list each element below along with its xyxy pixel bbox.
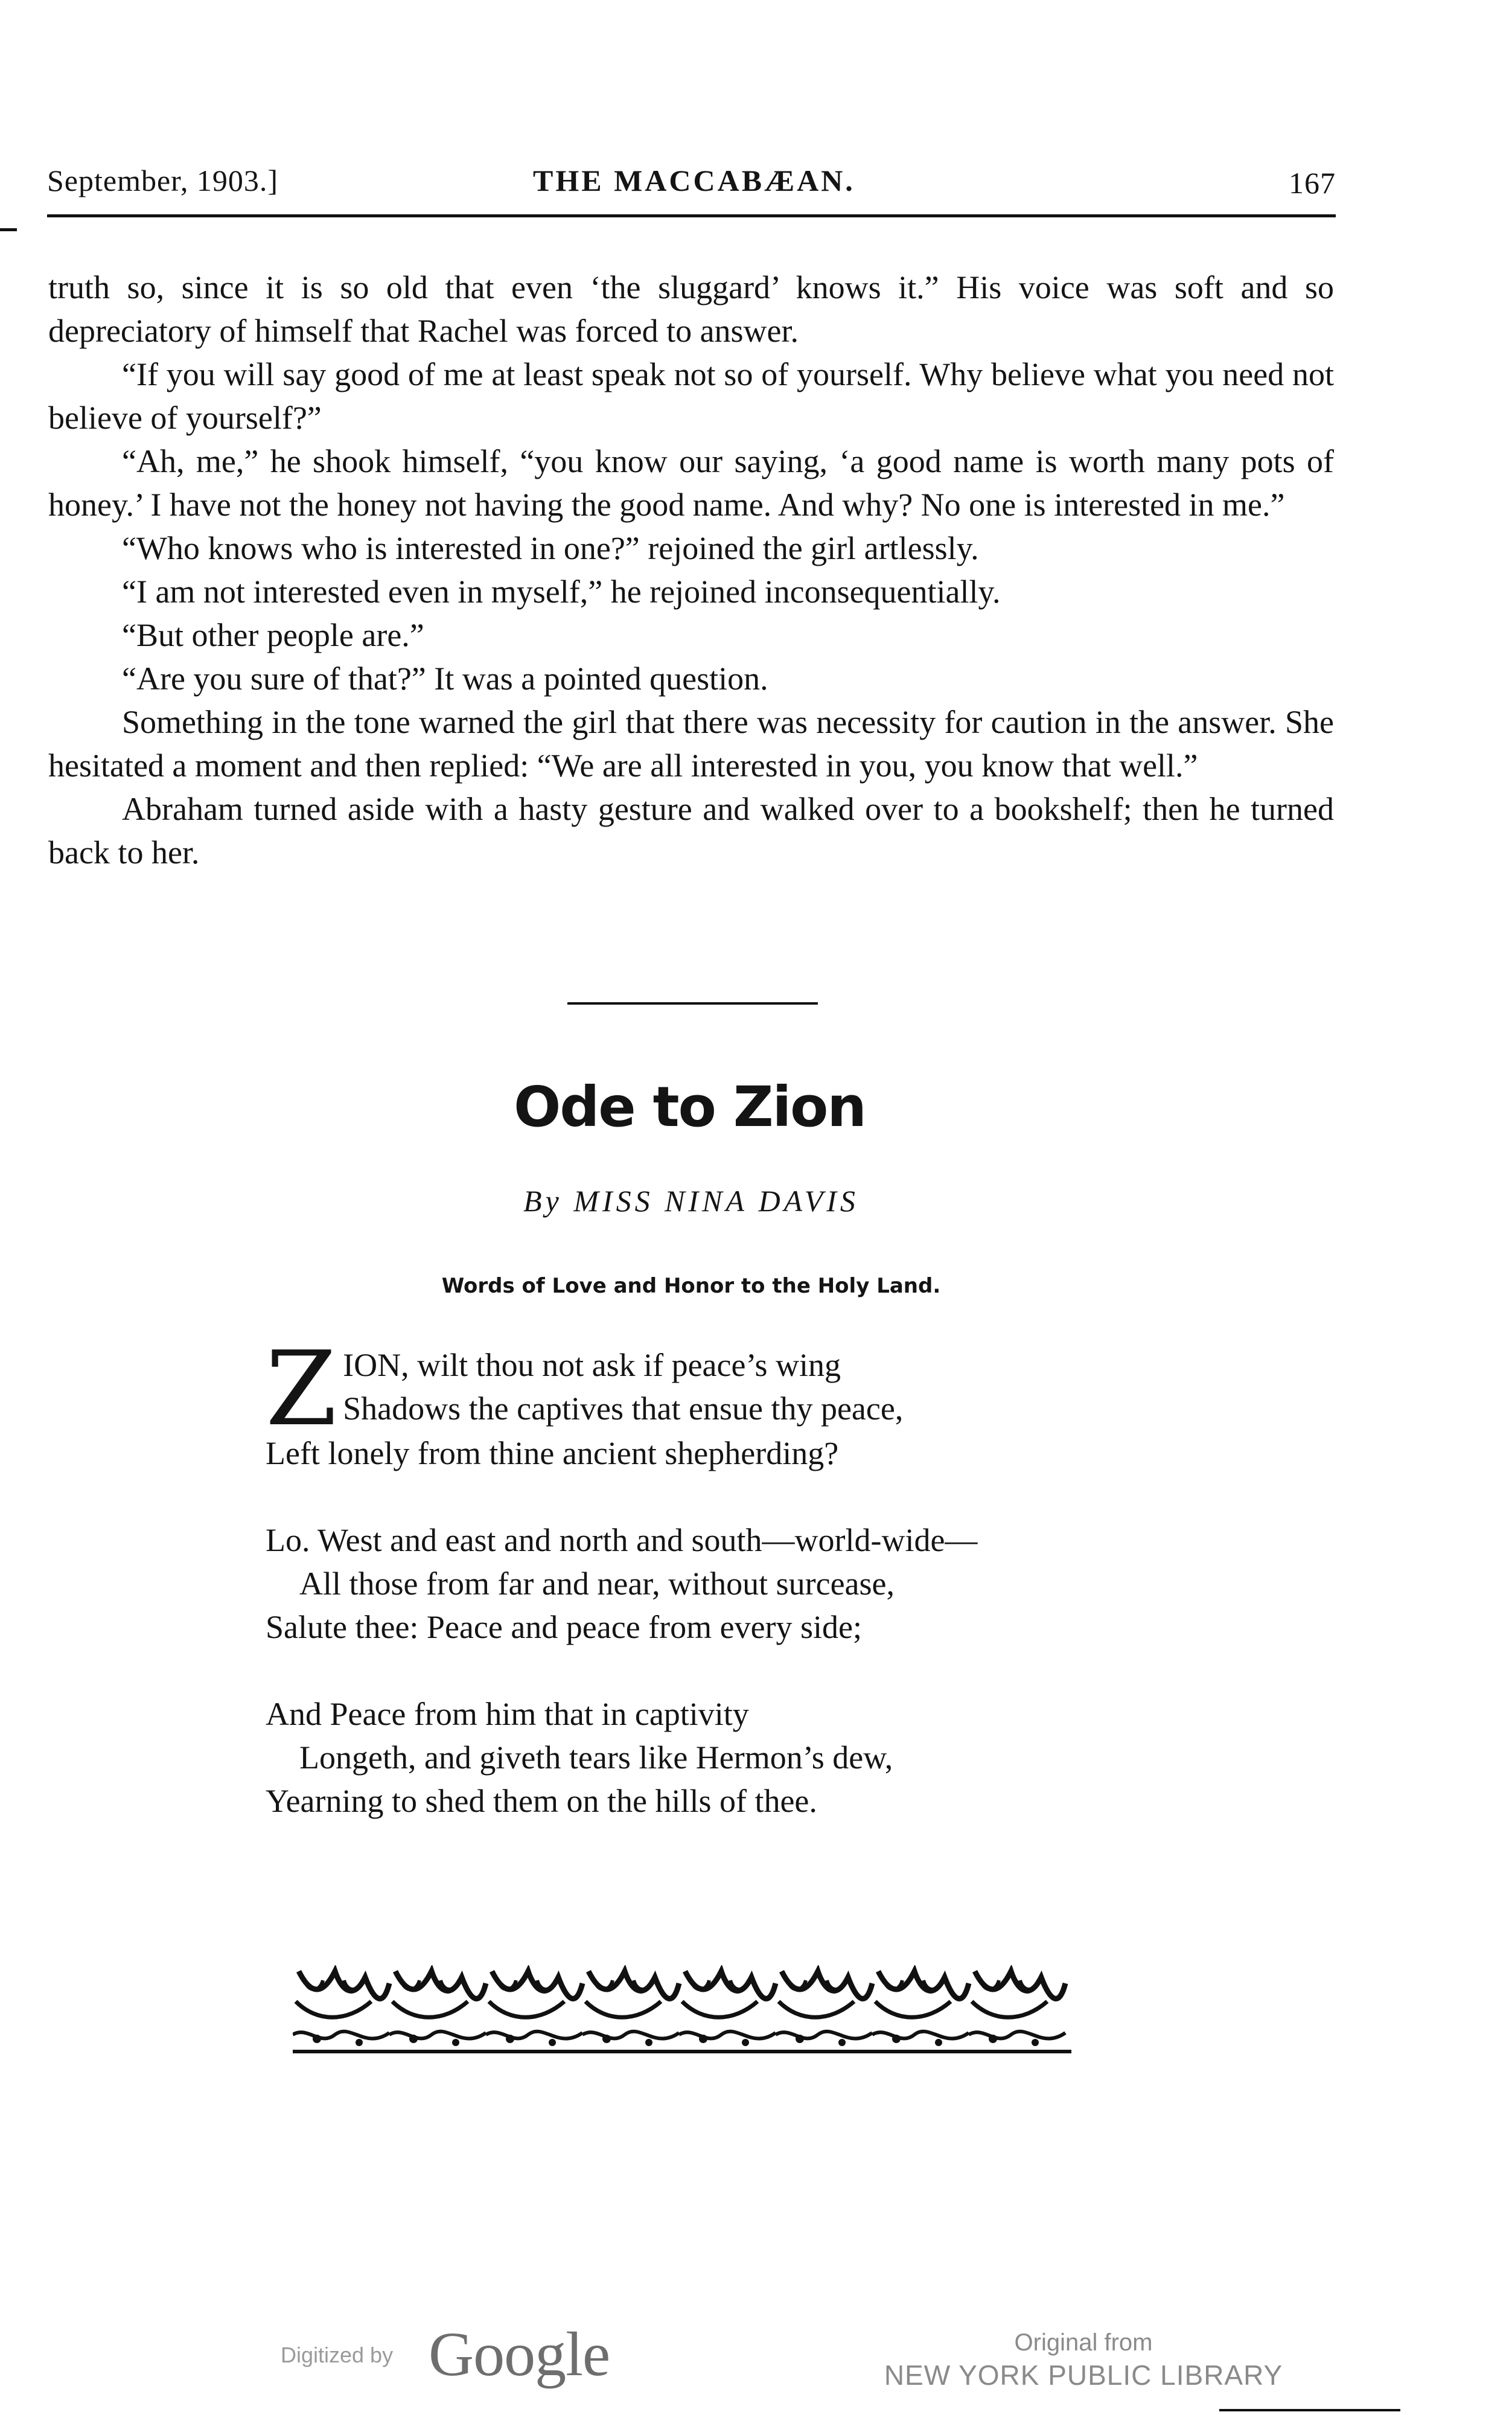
prose-paragraph: Something in the tone warned the girl that there was necessity for caution in the answer. She hesitated a moment and then replied: “We are all interested in you, you know that well.”: [48, 704, 1334, 784]
prose-paragraph: “I am not interested even in myself,” he rejoined inconsequentially.: [122, 574, 1001, 610]
section-divider: [567, 1002, 818, 1005]
poem-stanza: [266, 1692, 1231, 1823]
header-date: September, 1903.]: [47, 164, 278, 197]
margin-mark: [0, 228, 17, 231]
poem-line: Longeth, and giveth tears like Hermon’s dew,: [299, 1739, 893, 1776]
drop-cap: Z: [266, 1329, 337, 1449]
poem-line: Left lonely from thine ancient shepherding?: [266, 1435, 839, 1471]
poem-line: And Peace from him that in captivity: [266, 1696, 749, 1732]
prose-paragraph: “Are you sure of that?” It was a pointed question.: [122, 661, 768, 697]
footer-rule: [1219, 2409, 1400, 2411]
poem-stanza: [266, 1518, 1231, 1649]
poem-line: Yearning to shed them on the hills of thee.: [266, 1783, 817, 1819]
google-logo-text: Google: [429, 2320, 610, 2389]
poem-line: ION, wilt thou not ask if peace’s wing: [343, 1347, 841, 1383]
header-journal-title: THE MACCABÆAN.: [533, 164, 855, 197]
poem-byline: By MISS NINA DAVIS: [523, 1184, 859, 1218]
header-page-number: 167: [1289, 166, 1336, 200]
digitized-by-label: Digitized by: [281, 2343, 394, 2367]
prose-paragraph: “But other people are.”: [122, 617, 424, 653]
poem-line: All those from far and near, without surcease,: [299, 1566, 895, 1602]
poem-title: Ode to Zion: [514, 1075, 866, 1139]
running-header: [47, 163, 1336, 205]
header-rule: [47, 214, 1336, 217]
poem-stanza: [266, 1329, 1231, 1475]
source-library-credit: [878, 2327, 1289, 2393]
prose-paragraph: “Who knows who is interested in one?” rejoined the girl artlessly.: [122, 530, 979, 566]
poem-line: Salute thee: Peace and peace from every side;: [266, 1609, 863, 1645]
decorative-ornament-band: [293, 1965, 1071, 2056]
poem-subtitle: Words of Love and Honor to the Holy Land.: [441, 1274, 941, 1298]
story-continuation: [48, 266, 1334, 874]
original-from-label: Original from: [1014, 2329, 1153, 2356]
poem-line: Shadows the captives that ensue thy peace,: [343, 1390, 904, 1427]
prose-paragraph: “If you will say good of me at least speak not so of yourself. Why believe what you need not believe of yourself?”: [48, 356, 1334, 436]
poem-line: Lo. West and east and north and south—world-wide—: [266, 1522, 978, 1558]
prose-paragraph: truth so, since it is so old that even ‘the sluggard’ knows it.” His voice was soft and so depreciatory of himself that Rachel was forced to answer.: [48, 269, 1334, 349]
poem-body: [266, 1329, 1231, 1866]
prose-paragraph: “Ah, me,” he shook himself, “you know our saying, ‘a good name is worth many pots of honey.’ I have not the honey not having the good name. And why? No one is interested in me.”: [48, 443, 1334, 523]
library-name: NEW YORK PUBLIC LIBRARY: [884, 2359, 1283, 2391]
prose-paragraph: Abraham turned aside with a hasty gesture and walked over to a bookshelf; then he turned back to her.: [48, 791, 1334, 871]
